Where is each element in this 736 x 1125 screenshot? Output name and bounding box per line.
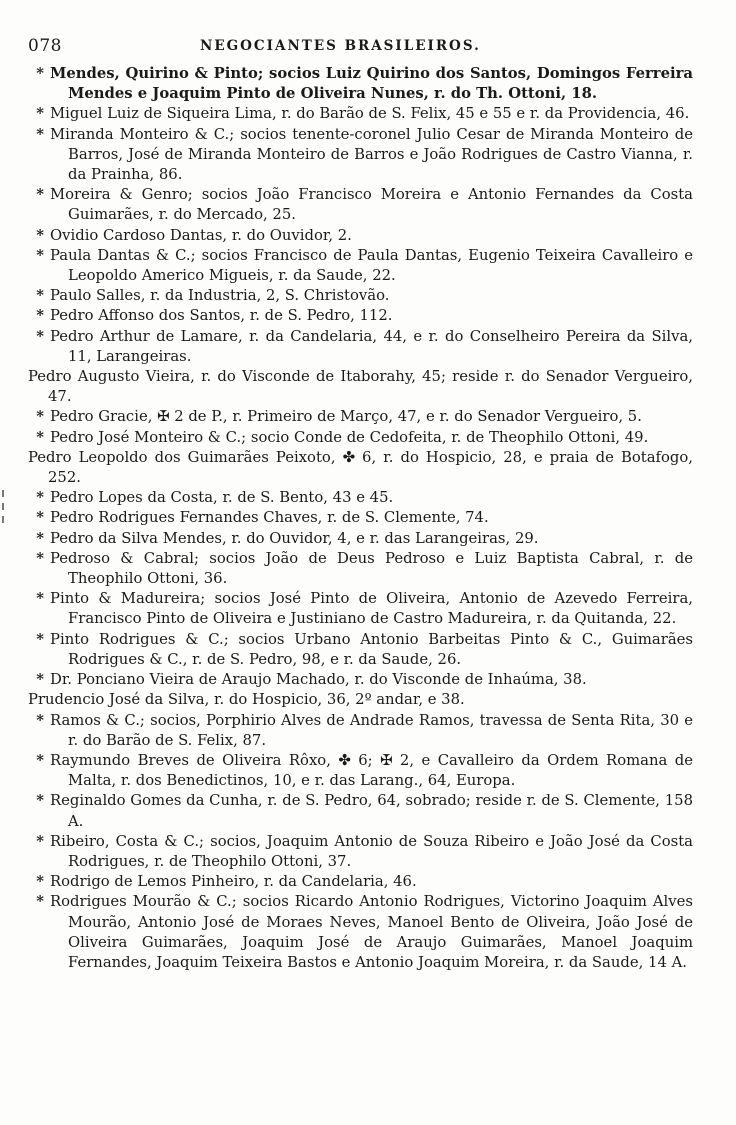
directory-entry [28, 327, 693, 367]
entry-text: Pedro Arthur de Lamare, r. da Candelaria, 44, e r. do Conselheiro Pereira da Silva, 11, Larangeiras. [50, 327, 693, 365]
document-page [28, 32, 693, 973]
directory-entry [28, 246, 693, 286]
asterisk-mark: * [36, 529, 44, 547]
asterisk-mark: * [36, 549, 44, 567]
entry-list [28, 64, 693, 973]
margin-mark [2, 490, 4, 497]
entry-text: Reginaldo Gomes da Cunha, r. de S. Pedro, 64, sobrado; reside r. de S. Clemente, 158 A. [50, 792, 693, 830]
asterisk-mark: * [36, 509, 44, 527]
asterisk-mark: * [36, 711, 44, 729]
entry-text: Paulo Salles, r. da Industria, 2, S. Christovão. [50, 287, 390, 305]
asterisk-mark: * [36, 428, 44, 446]
asterisk-mark: * [36, 65, 44, 82]
entry-text: Rodrigo de Lemos Pinheiro, r. da Candelaria, 46. [50, 873, 417, 891]
entry-text: Dr. Ponciano Vieira de Araujo Machado, r. do Visconde de Inhaúma, 38. [50, 671, 587, 689]
directory-entry [28, 428, 693, 448]
entry-text: Pedro Rodrigues Fernandes Chaves, r. de S. Clemente, 74. [50, 509, 489, 527]
asterisk-mark: * [36, 246, 44, 264]
directory-entry [28, 589, 693, 629]
directory-entry [28, 286, 693, 306]
entry-text: Pinto & Madureira; socios José Pinto de Oliveira, Antonio de Azevedo Ferreira, Francisco Pinto de Oliveira e Justiniano de Castro Madureira, r. da Quitanda, 22. [50, 590, 693, 628]
entry-text: Miranda Monteiro & C.; socios tenente-coronel Julio Cesar de Miranda Monteiro de Barros, José de Miranda Monteiro de Barros e João Rodrigues de Castro Vianna, r. da Prainha, 86. [50, 125, 693, 184]
asterisk-mark: * [36, 287, 44, 305]
asterisk-mark: * [36, 630, 44, 648]
directory-entry [28, 670, 693, 690]
asterisk-mark: * [36, 792, 44, 810]
asterisk-mark: * [36, 327, 44, 345]
asterisk-mark: * [36, 307, 44, 325]
entry-text: Ramos & C.; socios, Porphirio Alves de Andrade Ramos, travessa de Senta Rita, 30 e r. do Barão de S. Felix, 87. [50, 711, 693, 749]
entry-text: Mendes, Quirino & Pinto; socios Luiz Quirino dos Santos, Domingos Ferreira Mendes e Joaquim Pinto de Oliveira Nunes, r. do Th. Ottoni, 18. [50, 65, 693, 103]
margin-mark [2, 503, 4, 510]
entry-text: Prudencio José da Silva, r. do Hospicio, 36, 2º andar, e 38. [28, 691, 465, 709]
directory-entry [28, 711, 693, 751]
margin-marks [2, 490, 5, 529]
directory-entry [28, 872, 693, 892]
entry-text: Moreira & Genro; socios João Francisco Moreira e Antonio Fernandes da Costa Guimarães, r. do Mercado, 25. [50, 186, 693, 224]
asterisk-mark: * [36, 125, 44, 143]
asterisk-mark: * [36, 408, 44, 426]
asterisk-mark: * [36, 751, 44, 769]
entry-text: Miguel Luiz de Siqueira Lima, r. do Barão de S. Felix, 45 e 55 e r. da Providencia, 46. [50, 105, 690, 123]
page-header [28, 32, 693, 58]
directory-entry [28, 508, 693, 528]
asterisk-mark: * [36, 893, 44, 911]
entry-text: Pedro Augusto Vieira, r. do Visconde de Itaborahy, 45; reside r. do Senador Vergueiro, 47. [28, 368, 693, 406]
directory-entry [28, 104, 693, 124]
running-title: NEGOCIANTES BRASILEIROS. [200, 38, 481, 54]
asterisk-mark: * [36, 186, 44, 204]
directory-entry [28, 549, 693, 589]
entry-text: Ovidio Cardoso Dantas, r. do Ouvidor, 2. [50, 226, 352, 244]
entry-text: Pedro Leopoldo dos Guimarães Peixoto, ✤ 6, r. do Hospicio, 28, e praia de Botafogo, 252. [28, 448, 693, 487]
directory-entry [28, 892, 693, 973]
asterisk-mark: * [36, 832, 44, 850]
entry-text: Pedro da Silva Mendes, r. do Ouvidor, 4, e r. das Larangeiras, 29. [50, 529, 539, 547]
entry-text: Pinto Rodrigues & C.; socios Urbano Antonio Barbeitas Pinto & C., Guimarães Rodrigues & C., r. de S. Pedro, 98, e r. da Saude, 26. [50, 630, 693, 668]
directory-entry [28, 306, 693, 326]
entry-text: Pedro Affonso dos Santos, r. de S. Pedro, 112. [50, 307, 393, 325]
directory-entry [28, 488, 693, 508]
directory-entry [28, 367, 693, 407]
directory-entry [28, 226, 693, 246]
asterisk-mark: * [36, 873, 44, 891]
directory-entry [28, 185, 693, 225]
page-number: 078 [28, 36, 62, 56]
directory-entry [28, 630, 693, 670]
entry-text: Raymundo Breves de Oliveira Rôxo, ✤ 6; ✠ 2, e Cavalleiro da Ordem Romana de Malta, r. dos Benedictinos, 10, e r. das Larang., 64, Europa. [50, 751, 693, 790]
directory-entry [28, 64, 693, 104]
entry-text: Pedro José Monteiro & C.; socio Conde de Cedofeita, r. de Theophilo Ottoni, 49. [50, 428, 649, 446]
directory-entry [28, 832, 693, 872]
entry-text: Rodrigues Mourão & C.; socios Ricardo Antonio Rodrigues, Victorino Joaquim Alves Mourão, Antonio José de Moraes Neves, Manoel Bento de Oliveira, João José de Oliveira Guimarães, Joaquim José de Araujo Guimarães, Manoel Joaquim Fernandes, Joaquim Teixeira Bastos e Antonio Joaquim Moreira, r. da Saude, 14 A. [50, 893, 693, 971]
entry-text: Ribeiro, Costa & C.; socios, Joaquim Antonio de Souza Ribeiro e João José da Costa Rodrigues, r. de Theophilo Ottoni, 37. [50, 832, 693, 870]
entry-text: Pedro Lopes da Costa, r. de S. Bento, 43 e 45. [50, 489, 394, 507]
asterisk-mark: * [36, 105, 44, 123]
asterisk-mark: * [36, 671, 44, 689]
entry-text: Pedro Gracie, ✠ 2 de P., r. Primeiro de Março, 47, e r. do Senador Vergueiro, 5. [50, 408, 642, 426]
asterisk-mark: * [36, 226, 44, 244]
entry-text: Paula Dantas & C.; socios Francisco de Paula Dantas, Eugenio Teixeira Cavalleiro e Leopoldo Americo Migueis, r. da Saude, 22. [50, 246, 693, 285]
margin-mark [2, 516, 4, 523]
directory-entry [28, 448, 693, 488]
directory-entry [28, 791, 693, 831]
directory-entry [28, 690, 693, 710]
entry-text: Pedroso & Cabral; socios João de Deus Pedroso e Luiz Baptista Cabral, r. de Theophilo Ottoni, 36. [50, 549, 693, 588]
directory-entry [28, 529, 693, 549]
directory-entry [28, 751, 693, 791]
directory-entry [28, 125, 693, 186]
asterisk-mark: * [36, 590, 44, 608]
directory-entry [28, 407, 693, 427]
asterisk-mark: * [36, 489, 44, 507]
